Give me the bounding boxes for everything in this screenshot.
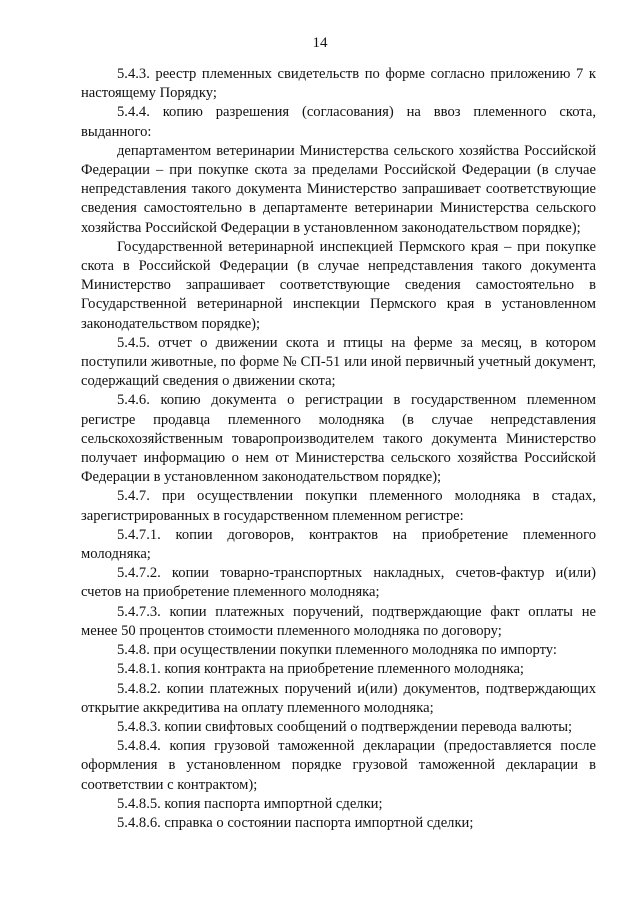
paragraph-state-veterinary-inspection: Государственной ветеринарной инспекцией Пермского края – при покупке скота в Российской Федерации (в случае непредставления такого документа Министерство запрашивает соответствующие сведения самостоятельно в Государственной ветеринарной инспекции Пермского края в установленном законодательством порядке); xyxy=(81,238,596,332)
paragraph-department-veterinary: департаментом ветеринарии Министерства сельского хозяйства Российской Федерации – при покупке скота за пределами Российской Федерации (в случае непредставления такого документа Министерство запрашивает соответствующие сведения самостоятельно в департаменте ветеринарии Министерства сельского хозяйства Российской Федерации в установленном законодательством порядке); xyxy=(81,142,596,236)
paragraph-5-4-8-1: 5.4.8.1. копия контракта на приобретение племенного молодняка; xyxy=(117,661,524,678)
paragraph-5-4-3: 5.4.3. реестр племенных свидетельств по форме согласно приложению 7 к настоящему Порядку; xyxy=(81,66,596,102)
paragraph-5-4-7-1: 5.4.7.1. копии договоров, контрактов на приобретение племенного молодняка; xyxy=(81,526,596,563)
paragraph-5-4-7: 5.4.7. при осуществлении покупки племенного молодняка в стадах, зарегистрированных в государственном племенном регистре: xyxy=(81,488,596,524)
document-body xyxy=(81,65,596,833)
paragraph-5-4-8-4: 5.4.8.4. копия грузовой таможенной декларации (предоставляется после оформления в установленном порядке грузовой таможенной декларации в соответствии с контрактом); xyxy=(81,738,596,793)
paragraph-5-4-7-3: 5.4.7.3. копии платежных поручений, подтверждающие факт оплаты не менее 50 процентов стоимости племенного молодняка по договору; xyxy=(81,603,596,639)
paragraph-5-4-7-2: 5.4.7.2. копии товарно-транспортных накладных, счетов-фактур и(или) счетов на приобретение племенного молодняка; xyxy=(81,565,596,601)
page-number: 14 xyxy=(312,35,328,51)
paragraph-5-4-6: 5.4.6. копию документа о регистрации в государственном племенном регистре продавца племенного молодняка (в случае непредставления сельскохозяйственным товаропроизводителем такого документа Министерство получает информацию о нем от Министерства сельского хозяйства Российской Федерации в установленном законодательством порядке); xyxy=(81,392,596,486)
paragraph-5-4-4: 5.4.4. копию разрешения (согласования) на ввоз племенного скота, выданного: xyxy=(81,104,596,140)
paragraph-5-4-8: 5.4.8. при осуществлении покупки племенного молодняка по импорту: xyxy=(117,642,557,659)
paragraph-5-4-8-2: 5.4.8.2. копии платежных поручений и(или) документов, подтверждающих открытие аккредитива на оплату племенного молодняка; xyxy=(81,680,596,716)
paragraph-5-4-8-6: 5.4.8.6. справка о состоянии паспорта импортной сделки; xyxy=(117,814,474,831)
paragraph-5-4-5: 5.4.5. отчет о движении скота и птицы на ферме за месяц, в котором поступили животные, по форме № СП-51 или иной первичный учетный документ, содержащий сведения о движении скота; xyxy=(81,334,596,390)
paragraph-5-4-8-5: 5.4.8.5. копия паспорта импортной сделки; xyxy=(117,795,383,812)
paragraph-5-4-8-3: 5.4.8.3. копии свифтовых сообщений о подтверждении перевода валюты; xyxy=(117,718,573,735)
